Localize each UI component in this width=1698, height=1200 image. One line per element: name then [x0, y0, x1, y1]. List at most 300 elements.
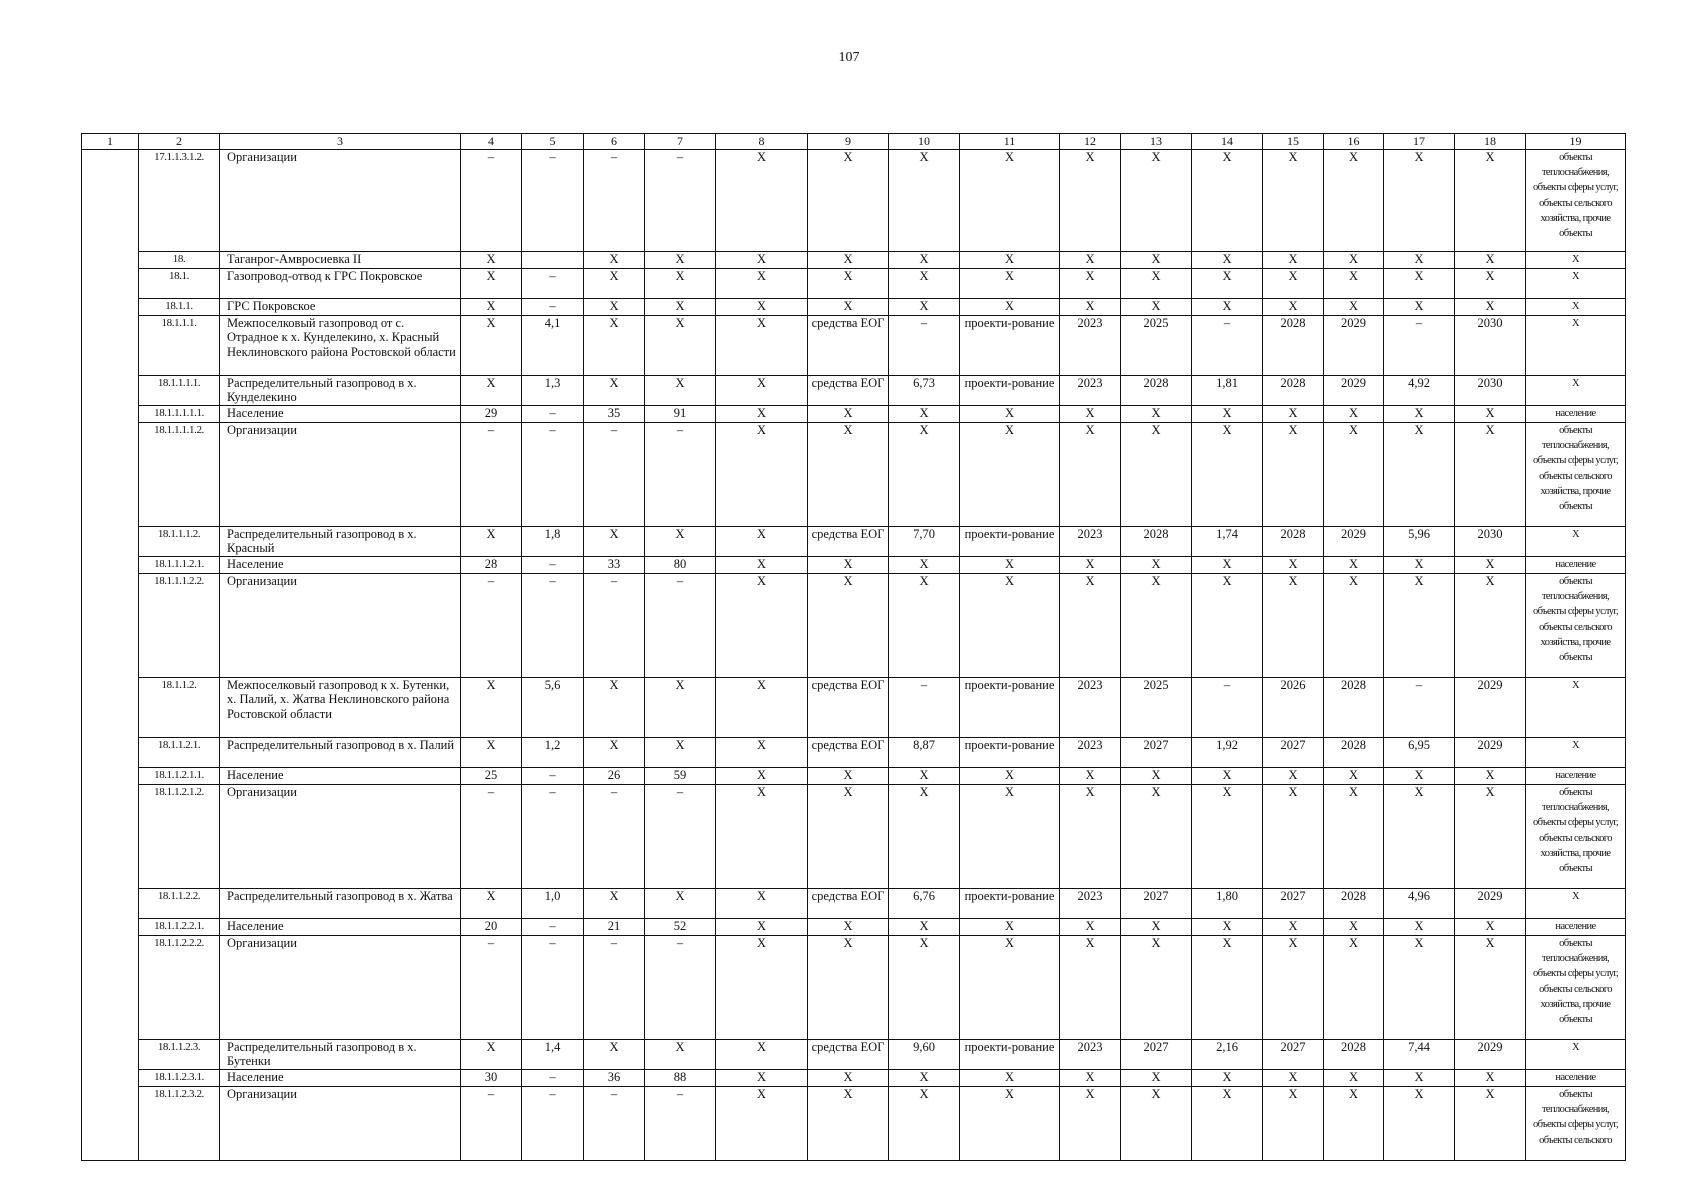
column-number: 5: [522, 134, 584, 150]
row-name-cell: Население: [220, 557, 461, 574]
purpose-cell: Х: [1526, 889, 1626, 919]
row-name-cell: Распределительный газопровод в х. Бутенки: [220, 1040, 461, 1070]
value-cell: Х: [889, 299, 960, 316]
value-cell: 2028: [1263, 316, 1324, 376]
value-cell: Х: [1455, 406, 1526, 423]
value-cell: Х: [1455, 299, 1526, 316]
table-row: [82, 1040, 1626, 1070]
value-cell: Х: [1192, 406, 1263, 423]
value-cell: Х: [808, 150, 889, 252]
value-cell: Х: [645, 299, 716, 316]
value-cell: Х: [645, 1040, 716, 1070]
value-cell: Х: [808, 785, 889, 889]
value-cell: 2023: [1060, 678, 1121, 738]
column-number: 2: [139, 134, 220, 150]
value-cell: 29: [461, 406, 522, 423]
value-cell: Х: [1060, 406, 1121, 423]
value-cell: Х: [1192, 919, 1263, 936]
value-cell: –: [522, 1087, 584, 1161]
value-cell: Х: [808, 557, 889, 574]
value-cell: –: [522, 785, 584, 889]
value-cell: 1,2: [522, 738, 584, 768]
value-cell: средства ЕОГ: [808, 376, 889, 406]
value-cell: Х: [1384, 269, 1455, 299]
value-cell: Х: [1192, 785, 1263, 889]
value-cell: Х: [960, 150, 1060, 252]
value-cell: Х: [1384, 919, 1455, 936]
value-cell: 20: [461, 919, 522, 936]
value-cell: 80: [645, 557, 716, 574]
purpose-cell: население: [1526, 406, 1626, 423]
value-cell: проекти-рование: [960, 738, 1060, 768]
purpose-cell: объекты теплоснабжения, объекты сферы услуг, объекты сельского хозяйства, прочие объекты: [1526, 574, 1626, 678]
value-cell: 28: [461, 557, 522, 574]
value-cell: Х: [584, 299, 645, 316]
row-code-cell: 18.1.1.1.1.: [139, 376, 220, 406]
value-cell: –: [522, 299, 584, 316]
value-cell: Х: [960, 1070, 1060, 1087]
value-cell: 36: [584, 1070, 645, 1087]
value-cell: Х: [889, 1087, 960, 1161]
value-cell: Х: [645, 738, 716, 768]
value-cell: Х: [1384, 768, 1455, 785]
value-cell: 4,92: [1384, 376, 1455, 406]
value-cell: Х: [1192, 1087, 1263, 1161]
column-number: 13: [1121, 134, 1192, 150]
value-cell: Х: [1060, 423, 1121, 527]
value-cell: 2023: [1060, 527, 1121, 557]
value-cell: Х: [716, 678, 808, 738]
value-cell: Х: [461, 269, 522, 299]
value-cell: Х: [1324, 574, 1384, 678]
value-cell: проекти-рование: [960, 316, 1060, 376]
value-cell: Х: [1324, 785, 1384, 889]
row-name-cell: Распределительный газопровод в х. Палий: [220, 738, 461, 768]
value-cell: 2027: [1263, 889, 1324, 919]
column-number: 14: [1192, 134, 1263, 150]
value-cell: Х: [645, 889, 716, 919]
value-cell: –: [522, 768, 584, 785]
value-cell: Х: [1121, 768, 1192, 785]
value-cell: Х: [889, 574, 960, 678]
value-cell: Х: [808, 1087, 889, 1161]
value-cell: средства ЕОГ: [808, 738, 889, 768]
row-code-cell: 18.1.1.2.3.1.: [139, 1070, 220, 1087]
value-cell: –: [645, 785, 716, 889]
value-cell: –: [1384, 316, 1455, 376]
purpose-cell: Х: [1526, 376, 1626, 406]
value-cell: 2029: [1455, 889, 1526, 919]
row-code-cell: 18.1.1.2.3.: [139, 1040, 220, 1070]
value-cell: Х: [1192, 768, 1263, 785]
value-cell: 21: [584, 919, 645, 936]
value-cell: Х: [1324, 269, 1384, 299]
value-cell: –: [645, 1087, 716, 1161]
value-cell: –: [584, 150, 645, 252]
value-cell: Х: [1324, 936, 1384, 1040]
value-cell: 91: [645, 406, 716, 423]
value-cell: Х: [1324, 423, 1384, 527]
value-cell: –: [461, 574, 522, 678]
value-cell: Х: [461, 376, 522, 406]
value-cell: Х: [645, 269, 716, 299]
table-row: [82, 406, 1626, 423]
column-number-row: [82, 134, 1626, 150]
value-cell: Х: [1263, 299, 1324, 316]
purpose-cell: Х: [1526, 269, 1626, 299]
value-cell: Х: [1121, 269, 1192, 299]
value-cell: Х: [1455, 574, 1526, 678]
value-cell: 2029: [1455, 678, 1526, 738]
value-cell: Х: [808, 269, 889, 299]
value-cell: Х: [1384, 1070, 1455, 1087]
row-code-cell: 18.1.1.1.1.2.: [139, 423, 220, 527]
value-cell: 2025: [1121, 316, 1192, 376]
value-cell: 2,16: [1192, 1040, 1263, 1070]
value-cell: –: [461, 423, 522, 527]
value-cell: Х: [1384, 574, 1455, 678]
value-cell: Х: [889, 785, 960, 889]
value-cell: 4,1: [522, 316, 584, 376]
purpose-cell: Х: [1526, 299, 1626, 316]
value-cell: 2030: [1455, 316, 1526, 376]
table-row: [82, 919, 1626, 936]
value-cell: Х: [1384, 1087, 1455, 1161]
value-cell: 7,44: [1384, 1040, 1455, 1070]
value-cell: Х: [808, 919, 889, 936]
value-cell: Х: [889, 406, 960, 423]
value-cell: Х: [808, 423, 889, 527]
row-name-cell: Организации: [220, 785, 461, 889]
value-cell: Х: [461, 527, 522, 557]
value-cell: Х: [716, 919, 808, 936]
value-cell: Х: [889, 269, 960, 299]
value-cell: Х: [808, 936, 889, 1040]
value-cell: Х: [1263, 423, 1324, 527]
value-cell: Х: [1384, 299, 1455, 316]
value-cell: Х: [1263, 574, 1324, 678]
value-cell: 9,60: [889, 1040, 960, 1070]
value-cell: средства ЕОГ: [808, 1040, 889, 1070]
value-cell: Х: [716, 1087, 808, 1161]
purpose-cell: население: [1526, 919, 1626, 936]
value-cell: Х: [960, 252, 1060, 269]
table-row: [82, 423, 1626, 527]
row-code-cell: 18.1.1.2.2.: [139, 889, 220, 919]
value-cell: Х: [960, 269, 1060, 299]
purpose-cell: Х: [1526, 252, 1626, 269]
value-cell: Х: [716, 406, 808, 423]
purpose-cell: объекты теплоснабжения, объекты сферы услуг, объекты сельского: [1526, 1087, 1626, 1161]
value-cell: Х: [1121, 557, 1192, 574]
value-cell: Х: [716, 252, 808, 269]
value-cell: Х: [716, 574, 808, 678]
value-cell: Х: [584, 678, 645, 738]
row-name-cell: Межпоселковый газопровод к х. Бутенки, х. Палий, х. Жатва Неклиновского района Ростовской области: [220, 678, 461, 738]
value-cell: 2023: [1060, 738, 1121, 768]
value-cell: –: [1192, 316, 1263, 376]
value-cell: Х: [1060, 574, 1121, 678]
value-cell: –: [461, 936, 522, 1040]
value-cell: Х: [716, 376, 808, 406]
value-cell: –: [1384, 678, 1455, 738]
value-cell: –: [522, 936, 584, 1040]
value-cell: 1,74: [1192, 527, 1263, 557]
value-cell: 2027: [1263, 738, 1324, 768]
value-cell: Х: [716, 768, 808, 785]
value-cell: 2028: [1263, 527, 1324, 557]
row-code-cell: 18.1.1.2.3.2.: [139, 1087, 220, 1161]
row-code-cell: 18.1.1.: [139, 299, 220, 316]
row-code-cell: 18.1.1.2.1.1.: [139, 768, 220, 785]
table-row: [82, 1087, 1626, 1161]
row-code-cell: 18.1.1.1.: [139, 316, 220, 376]
value-cell: Х: [461, 889, 522, 919]
value-cell: 2029: [1324, 527, 1384, 557]
value-cell: 2028: [1324, 1040, 1384, 1070]
value-cell: Х: [960, 936, 1060, 1040]
row-name-cell: Распределительный газопровод в х. Красный: [220, 527, 461, 557]
purpose-cell: Х: [1526, 738, 1626, 768]
value-cell: Х: [960, 423, 1060, 527]
value-cell: Х: [1263, 150, 1324, 252]
value-cell: 6,95: [1384, 738, 1455, 768]
value-cell: 2028: [1324, 678, 1384, 738]
value-cell: Х: [716, 738, 808, 768]
value-cell: 2027: [1121, 1040, 1192, 1070]
column-number: 1: [82, 134, 139, 150]
value-cell: Х: [960, 919, 1060, 936]
value-cell: Х: [960, 768, 1060, 785]
value-cell: Х: [1060, 768, 1121, 785]
purpose-cell: население: [1526, 768, 1626, 785]
value-cell: 2025: [1121, 678, 1192, 738]
row-name-cell: Организации: [220, 150, 461, 252]
value-cell: проекти-рование: [960, 889, 1060, 919]
row-code-cell: 18.1.1.1.2.1.: [139, 557, 220, 574]
value-cell: 52: [645, 919, 716, 936]
value-cell: Х: [716, 423, 808, 527]
value-cell: средства ЕОГ: [808, 889, 889, 919]
value-cell: 2027: [1121, 738, 1192, 768]
value-cell: Х: [1455, 1070, 1526, 1087]
value-cell: Х: [584, 527, 645, 557]
row-code-cell: 18.1.1.2.1.2.: [139, 785, 220, 889]
purpose-cell: объекты теплоснабжения, объекты сферы услуг, объекты сельского хозяйства, прочие объекты: [1526, 423, 1626, 527]
value-cell: Х: [1455, 919, 1526, 936]
value-cell: средства ЕОГ: [808, 678, 889, 738]
value-cell: –: [584, 936, 645, 1040]
value-cell: Х: [1324, 919, 1384, 936]
value-cell: 2023: [1060, 1040, 1121, 1070]
row-name-cell: Распределительный газопровод в х. Жатва: [220, 889, 461, 919]
value-cell: 6,73: [889, 376, 960, 406]
table-row: [82, 574, 1626, 678]
value-cell: –: [889, 678, 960, 738]
table-row: [82, 150, 1626, 252]
value-cell: Х: [461, 1040, 522, 1070]
column-number: 3: [220, 134, 461, 150]
table-row: [82, 785, 1626, 889]
row-code-cell: 18.1.1.2.2.1.: [139, 919, 220, 936]
value-cell: Х: [1263, 269, 1324, 299]
column-number: 19: [1526, 134, 1626, 150]
value-cell: –: [522, 406, 584, 423]
table-row: [82, 527, 1626, 557]
table-row: [82, 678, 1626, 738]
value-cell: Х: [1121, 423, 1192, 527]
value-cell: Х: [808, 768, 889, 785]
purpose-cell: объекты теплоснабжения, объекты сферы услуг, объекты сельского хозяйства, прочие объекты: [1526, 936, 1626, 1040]
value-cell: Х: [461, 299, 522, 316]
row-name-cell: Распределительный газопровод в х. Кунделекино: [220, 376, 461, 406]
column-number: 10: [889, 134, 960, 150]
value-cell: Х: [1121, 299, 1192, 316]
column-1-cell: [82, 150, 139, 1161]
table-row: [82, 738, 1626, 768]
row-code-cell: 18.1.1.2.1.: [139, 738, 220, 768]
column-number: 17: [1384, 134, 1455, 150]
value-cell: Х: [960, 574, 1060, 678]
value-cell: Х: [1263, 1070, 1324, 1087]
value-cell: Х: [1324, 299, 1384, 316]
value-cell: 2023: [1060, 889, 1121, 919]
column-number: 4: [461, 134, 522, 150]
value-cell: проекти-рование: [960, 376, 1060, 406]
row-name-cell: Население: [220, 406, 461, 423]
value-cell: Х: [889, 936, 960, 1040]
value-cell: 2028: [1324, 738, 1384, 768]
value-cell: Х: [716, 316, 808, 376]
value-cell: 2028: [1121, 376, 1192, 406]
row-code-cell: 17.1.1.3.1.2.: [139, 150, 220, 252]
row-code-cell: 18.1.1.1.2.2.: [139, 574, 220, 678]
value-cell: 2028: [1263, 376, 1324, 406]
page-number: 107: [838, 50, 860, 65]
value-cell: Х: [1060, 919, 1121, 936]
value-cell: Х: [960, 299, 1060, 316]
value-cell: Х: [1192, 936, 1263, 1040]
value-cell: –: [522, 919, 584, 936]
purpose-cell: население: [1526, 557, 1626, 574]
value-cell: Х: [1455, 423, 1526, 527]
value-cell: Х: [1324, 1070, 1384, 1087]
value-cell: [522, 252, 584, 269]
value-cell: Х: [889, 1070, 960, 1087]
value-cell: Х: [1263, 1087, 1324, 1161]
value-cell: Х: [1121, 936, 1192, 1040]
value-cell: Х: [1060, 299, 1121, 316]
column-number: 11: [960, 134, 1060, 150]
value-cell: Х: [960, 557, 1060, 574]
value-cell: Х: [1060, 150, 1121, 252]
value-cell: Х: [889, 768, 960, 785]
value-cell: 25: [461, 768, 522, 785]
value-cell: Х: [1455, 936, 1526, 1040]
row-name-cell: Таганрог-Амвросиевка II: [220, 252, 461, 269]
row-code-cell: 18.1.: [139, 269, 220, 299]
value-cell: 2030: [1455, 527, 1526, 557]
value-cell: 2029: [1324, 376, 1384, 406]
value-cell: Х: [1060, 557, 1121, 574]
value-cell: 2023: [1060, 376, 1121, 406]
value-cell: Х: [1121, 406, 1192, 423]
value-cell: 8,87: [889, 738, 960, 768]
value-cell: Х: [716, 269, 808, 299]
value-cell: Х: [1324, 768, 1384, 785]
value-cell: –: [889, 316, 960, 376]
value-cell: Х: [645, 376, 716, 406]
value-cell: Х: [584, 316, 645, 376]
value-cell: 1,92: [1192, 738, 1263, 768]
value-cell: Х: [1263, 406, 1324, 423]
value-cell: Х: [889, 919, 960, 936]
value-cell: Х: [1121, 1070, 1192, 1087]
value-cell: проекти-рование: [960, 1040, 1060, 1070]
value-cell: Х: [584, 1040, 645, 1070]
value-cell: Х: [1192, 252, 1263, 269]
value-cell: 2023: [1060, 316, 1121, 376]
value-cell: Х: [1263, 919, 1324, 936]
value-cell: 2029: [1324, 316, 1384, 376]
value-cell: 1,0: [522, 889, 584, 919]
value-cell: 1,8: [522, 527, 584, 557]
value-cell: Х: [1324, 1087, 1384, 1161]
value-cell: Х: [1384, 785, 1455, 889]
row-name-cell: Организации: [220, 936, 461, 1040]
value-cell: Х: [716, 150, 808, 252]
value-cell: 35: [584, 406, 645, 423]
value-cell: Х: [1121, 150, 1192, 252]
row-code-cell: 18.: [139, 252, 220, 269]
value-cell: Х: [1324, 406, 1384, 423]
value-cell: Х: [1455, 785, 1526, 889]
table-row: [82, 936, 1626, 1040]
value-cell: –: [584, 423, 645, 527]
value-cell: Х: [1192, 574, 1263, 678]
column-number: 16: [1324, 134, 1384, 150]
table-row: [82, 299, 1626, 316]
value-cell: 5,96: [1384, 527, 1455, 557]
row-code-cell: 18.1.1.1.2.: [139, 527, 220, 557]
value-cell: Х: [584, 269, 645, 299]
value-cell: Х: [584, 738, 645, 768]
value-cell: Х: [1263, 252, 1324, 269]
value-cell: –: [461, 150, 522, 252]
value-cell: 5,6: [522, 678, 584, 738]
value-cell: 2026: [1263, 678, 1324, 738]
table-row: [82, 557, 1626, 574]
row-name-cell: Организации: [220, 1087, 461, 1161]
purpose-cell: объекты теплоснабжения, объекты сферы услуг, объекты сельского хозяйства, прочие объекты: [1526, 785, 1626, 889]
value-cell: 2029: [1455, 1040, 1526, 1070]
value-cell: Х: [1384, 150, 1455, 252]
value-cell: Х: [1263, 768, 1324, 785]
table-row: [82, 316, 1626, 376]
value-cell: Х: [1060, 1070, 1121, 1087]
purpose-cell: Х: [1526, 527, 1626, 557]
value-cell: Х: [1060, 269, 1121, 299]
value-cell: 30: [461, 1070, 522, 1087]
value-cell: –: [461, 785, 522, 889]
value-cell: 4,96: [1384, 889, 1455, 919]
value-cell: Х: [1263, 557, 1324, 574]
value-cell: Х: [461, 316, 522, 376]
value-cell: 1,3: [522, 376, 584, 406]
value-cell: Х: [1121, 1087, 1192, 1161]
value-cell: –: [522, 423, 584, 527]
table-row: [82, 889, 1626, 919]
